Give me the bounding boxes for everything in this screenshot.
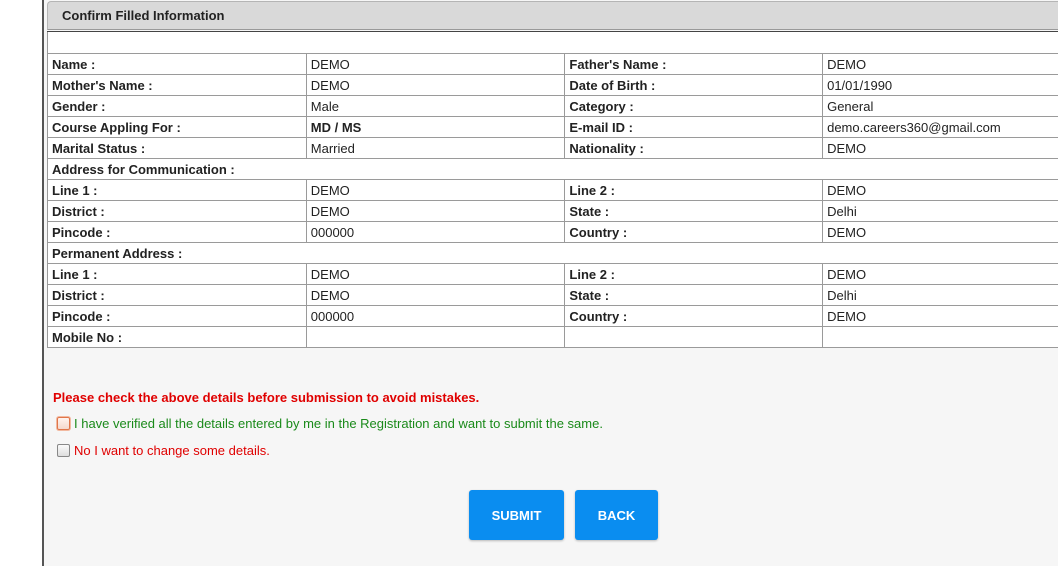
comm-pincode-value: 000000 [306,222,565,243]
table-row [48,180,1058,201]
name-label: Name : [48,54,307,75]
change-option[interactable] [57,443,270,458]
email-label: E-mail ID : [565,117,823,138]
perm-country-value: DEMO [823,306,1058,327]
table-row [48,54,1058,75]
name-value: DEMO [306,54,565,75]
table-row [48,117,1058,138]
table-row [48,201,1058,222]
back-button[interactable]: BACK [575,490,658,540]
spacer-cell [48,32,1058,54]
submit-button[interactable]: SUBMIT [469,490,564,540]
panel-header: Confirm Filled Information [47,1,1058,30]
course-value: MD / MS [306,117,565,138]
empty-cell [565,327,823,348]
permanent-address-heading: Permanent Address : [48,243,1058,264]
communication-address-heading: Address for Communication : [48,159,1058,180]
perm-district-label: District : [48,285,307,306]
change-option-label: No I want to change some details. [74,443,270,458]
nationality-value: DEMO [823,138,1058,159]
course-label: Course Appling For : [48,117,307,138]
perm-line2-label: Line 2 : [565,264,823,285]
perm-country-label: Country : [565,306,823,327]
comm-country-value: DEMO [823,222,1058,243]
category-value: General [823,96,1058,117]
gender-label: Gender : [48,96,307,117]
mobile-value [306,327,565,348]
perm-pincode-label: Pincode : [48,306,307,327]
comm-district-value: DEMO [306,201,565,222]
father-name-label: Father's Name : [565,54,823,75]
dob-value: 01/01/1990 [823,75,1058,96]
nationality-label: Nationality : [565,138,823,159]
table-row [48,138,1058,159]
perm-line1-label: Line 1 : [48,264,307,285]
table-row [48,306,1058,327]
main-frame [42,0,1058,566]
empty-cell [823,327,1058,348]
category-label: Category : [565,96,823,117]
table-row-spacer [48,32,1058,54]
comm-country-label: Country : [565,222,823,243]
marital-status-value: Married [306,138,565,159]
perm-state-label: State : [565,285,823,306]
comm-state-label: State : [565,201,823,222]
perm-district-value: DEMO [306,285,565,306]
father-name-value: DEMO [823,54,1058,75]
comm-line2-value: DEMO [823,180,1058,201]
marital-status-label: Marital Status : [48,138,307,159]
verify-checkbox[interactable] [57,417,70,430]
perm-line1-value: DEMO [306,264,565,285]
verify-option[interactable] [57,416,603,431]
email-value: demo.careers360@gmail.com [823,117,1058,138]
mobile-label: Mobile No : [48,327,307,348]
perm-line2-value: DEMO [823,264,1058,285]
perm-pincode-value: 000000 [306,306,565,327]
mother-name-value: DEMO [306,75,565,96]
table-row [48,327,1058,348]
info-table [47,31,1058,348]
table-row [48,75,1058,96]
change-checkbox[interactable] [57,444,70,457]
table-row-section [48,243,1058,264]
table-row [48,264,1058,285]
table-row [48,285,1058,306]
comm-pincode-label: Pincode : [48,222,307,243]
verify-option-label: I have verified all the details entered by me in the Registration and want to submit the same. [74,416,603,431]
perm-state-value: Delhi [823,285,1058,306]
gender-value: Male [306,96,565,117]
comm-district-label: District : [48,201,307,222]
comm-line1-label: Line 1 : [48,180,307,201]
comm-line1-value: DEMO [306,180,565,201]
table-row-section [48,159,1058,180]
dob-label: Date of Birth : [565,75,823,96]
mother-name-label: Mother's Name : [48,75,307,96]
comm-state-value: Delhi [823,201,1058,222]
comm-line2-label: Line 2 : [565,180,823,201]
table-row [48,96,1058,117]
table-row [48,222,1058,243]
warning-message: Please check the above details before submission to avoid mistakes. [53,390,480,405]
